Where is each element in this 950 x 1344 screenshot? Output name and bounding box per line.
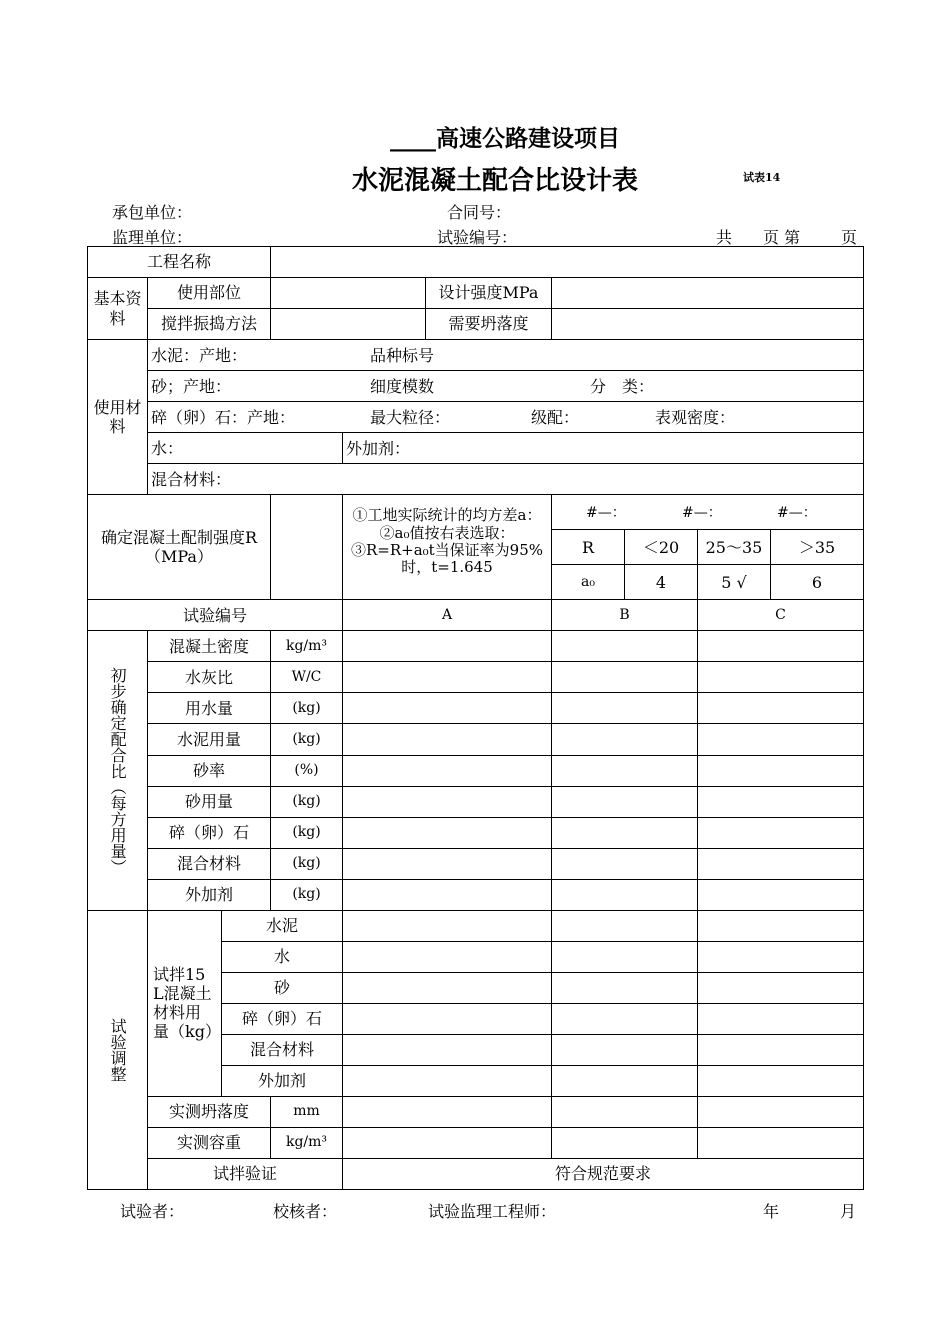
- cement-row[interactable]: [148, 340, 864, 371]
- adjust-cell-b[interactable]: [552, 1034, 698, 1065]
- mixed-material-label: 混合材料：: [148, 464, 864, 495]
- test-no-header: 试验编号: [88, 600, 343, 631]
- prelim-cell-c[interactable]: [698, 755, 864, 786]
- supervisor-engineer-label: 试验监理工程师：: [428, 1202, 557, 1221]
- strength-label: 确定混凝土配制强度R（MPa）: [88, 495, 271, 600]
- unit-weight-cell-a[interactable]: [343, 1127, 552, 1158]
- r-label: R: [552, 530, 625, 565]
- prelim-cell-a[interactable]: [343, 848, 552, 879]
- sand-row[interactable]: [148, 371, 864, 402]
- prelim-cell-a[interactable]: [343, 786, 552, 817]
- column-a-header: A: [343, 600, 552, 631]
- mixing-method-label: 搅拌振捣方法: [148, 309, 271, 340]
- admixture-label: 外加剂：: [343, 433, 864, 464]
- slump-cell-a[interactable]: [343, 1096, 552, 1127]
- prelim-row-unit: (kg): [271, 817, 343, 848]
- prelim-row-unit: (kg): [271, 848, 343, 879]
- grading-label: 级配：: [531, 408, 580, 428]
- prelim-cell-b[interactable]: [552, 724, 698, 755]
- adjust-cell-b[interactable]: [552, 972, 698, 1003]
- usage-part-value[interactable]: [271, 278, 426, 309]
- batch-material-name: 水泥: [222, 910, 343, 941]
- a0-col-3: 6: [771, 565, 864, 600]
- batch-material-name: 碎（卵）石: [222, 1003, 343, 1034]
- adjust-cell-c[interactable]: [698, 972, 864, 1003]
- batch-material-name: 砂: [222, 972, 343, 1003]
- adjust-cell-c[interactable]: [698, 1003, 864, 1034]
- batch-label: 试拌15 L混凝土材料用量（kg）: [148, 910, 222, 1096]
- verify-result: 符合规范要求: [343, 1158, 864, 1189]
- prelim-cell-c[interactable]: [698, 848, 864, 879]
- a0-col-2: 5 √: [698, 565, 771, 600]
- strength-note: ①工地实际统计的均方差a：②a₀值按右表选取：③R=R+a₀t当保证率为95%时，t=1.645: [343, 495, 552, 600]
- page-mid-label: 页 第: [763, 228, 801, 247]
- slump-measured-label: 实测坍落度: [148, 1096, 271, 1127]
- adjust-cell-b[interactable]: [552, 941, 698, 972]
- prelim-cell-b[interactable]: [552, 755, 698, 786]
- month-label: 月: [840, 1202, 857, 1221]
- prelim-row-name: 外加剂: [148, 879, 271, 910]
- prelim-cell-a[interactable]: [343, 662, 552, 693]
- slump-required-value[interactable]: [552, 309, 864, 340]
- adjust-cell-a[interactable]: [343, 1065, 552, 1096]
- prelim-row-name: 砂用量: [148, 786, 271, 817]
- contractor-label: 承包单位：: [112, 203, 193, 222]
- batch-material-name: 外加剂: [222, 1065, 343, 1096]
- prelim-cell-c[interactable]: [698, 817, 864, 848]
- prelim-cell-b[interactable]: [552, 631, 698, 662]
- prelim-row-unit: (kg): [271, 786, 343, 817]
- adjust-cell-b[interactable]: [552, 1003, 698, 1034]
- design-strength-value[interactable]: [552, 278, 864, 309]
- prelim-row-unit: kg/m³: [271, 631, 343, 662]
- slump-measured-unit: mm: [271, 1096, 343, 1127]
- adjust-cell-c[interactable]: [698, 1034, 864, 1065]
- adjust-cell-a[interactable]: [343, 1003, 552, 1034]
- prelim-cell-c[interactable]: [698, 786, 864, 817]
- prelim-row-name: 混凝土密度: [148, 631, 271, 662]
- slump-cell-c[interactable]: [698, 1096, 864, 1127]
- adjust-cell-a[interactable]: [343, 972, 552, 1003]
- adjust-cell-c[interactable]: [698, 1065, 864, 1096]
- prelim-cell-a[interactable]: [343, 631, 552, 662]
- mix-design-table: [87, 246, 864, 1190]
- adjust-cell-a[interactable]: [343, 910, 552, 941]
- fineness-label: 细度模数: [370, 377, 435, 397]
- adjust-cell-c[interactable]: [698, 941, 864, 972]
- prelim-row-unit: W/C: [271, 662, 343, 693]
- prelim-row-name: 混合材料: [148, 848, 271, 879]
- prelim-cell-b[interactable]: [552, 662, 698, 693]
- prelim-cell-c[interactable]: [698, 631, 864, 662]
- unit-weight-cell-b[interactable]: [552, 1127, 698, 1158]
- batch-material-name: 水: [222, 941, 343, 972]
- materials-label: 使用材料: [88, 340, 148, 495]
- mixing-method-value[interactable]: [271, 309, 426, 340]
- form-title: 水泥混凝土配合比设计表: [351, 166, 638, 196]
- supervisor-unit-label: 监理单位：: [112, 228, 193, 247]
- prelim-cell-c[interactable]: [698, 724, 864, 755]
- prelim-row-name: 水泥用量: [148, 724, 271, 755]
- verify-label: 试拌验证: [148, 1158, 343, 1189]
- prelim-cell-b[interactable]: [552, 879, 698, 910]
- prelim-cell-b[interactable]: [552, 817, 698, 848]
- r-col-1: ＜20: [625, 530, 698, 565]
- contract-no-label: 合同号：: [447, 203, 512, 222]
- project-title: ____高速公路建设项目: [390, 126, 620, 152]
- prelim-row-name: 碎（卵）石: [148, 817, 271, 848]
- prelim-row-unit: (kg): [271, 879, 343, 910]
- basic-info-label: 基本资料: [88, 278, 148, 340]
- preliminary-label: 初步确定配合比（每方用量）: [88, 631, 148, 910]
- prelim-cell-a[interactable]: [343, 755, 552, 786]
- tester-label: 试验者：: [120, 1202, 185, 1221]
- column-b-header: B: [552, 600, 698, 631]
- adjust-label: 试验调整: [88, 910, 148, 1189]
- prelim-row-name: 砂率: [148, 755, 271, 786]
- r-col-3: ＞35: [771, 530, 864, 565]
- a0-col-1: 4: [625, 565, 698, 600]
- unit-weight-unit: kg/m³: [271, 1127, 343, 1158]
- prelim-cell-c[interactable]: [698, 662, 864, 693]
- unit-weight-cell-c[interactable]: [698, 1127, 864, 1158]
- adjust-cell-c[interactable]: [698, 910, 864, 941]
- unit-weight-label: 实测容重: [148, 1127, 271, 1158]
- checker-label: 校核者：: [273, 1202, 338, 1221]
- prelim-row-unit: (%): [271, 755, 343, 786]
- a0-label: a₀: [552, 565, 625, 600]
- year-label: 年: [763, 1202, 780, 1221]
- slump-required-label: 需要坍落度: [426, 309, 552, 340]
- test-no-label: 试验编号：: [437, 228, 518, 247]
- slump-cell-b[interactable]: [552, 1096, 698, 1127]
- density-label: 表观密度：: [655, 408, 736, 428]
- adjust-cell-b[interactable]: [552, 910, 698, 941]
- prelim-cell-a[interactable]: [343, 724, 552, 755]
- usage-part-label: 使用部位: [148, 278, 271, 309]
- project-name-label: 工程名称: [88, 247, 271, 278]
- sand-origin-label: 砂；产地：: [151, 376, 232, 396]
- prelim-cell-c[interactable]: [698, 693, 864, 724]
- adjust-cell-a[interactable]: [343, 941, 552, 972]
- cement-origin-label: 水泥：产地：: [151, 345, 248, 365]
- prelim-cell-a[interactable]: [343, 693, 552, 724]
- page-total-label: 共: [716, 228, 733, 247]
- hash-2: #—：: [682, 505, 722, 522]
- column-c-header: C: [698, 600, 864, 631]
- prelim-cell-b[interactable]: [552, 786, 698, 817]
- prelim-cell-a[interactable]: [343, 817, 552, 848]
- form-number: 试表14: [743, 171, 781, 184]
- prelim-row-unit: (kg): [271, 693, 343, 724]
- hash-1: #—：: [586, 505, 626, 522]
- strength-value[interactable]: [271, 495, 343, 600]
- page-end-label: 页: [841, 228, 858, 247]
- prelim-cell-a[interactable]: [343, 879, 552, 910]
- adjust-cell-b[interactable]: [552, 1065, 698, 1096]
- prelim-row-unit: (kg): [271, 724, 343, 755]
- water-label: 水：: [148, 433, 343, 464]
- r-col-2: 25～35: [698, 530, 771, 565]
- max-size-label: 最大粒径：: [370, 408, 451, 428]
- cement-grade-label: 品种标号: [370, 346, 435, 366]
- gravel-origin-label: 碎（卵）石：产地：: [151, 407, 296, 427]
- batch-material-name: 混合材料: [222, 1034, 343, 1065]
- prelim-cell-b[interactable]: [552, 693, 698, 724]
- hash-row: [552, 495, 864, 530]
- project-name-value[interactable]: [271, 247, 864, 278]
- prelim-cell-b[interactable]: [552, 848, 698, 879]
- prelim-row-name: 水灰比: [148, 662, 271, 693]
- classification-label: 分 类：: [590, 377, 655, 397]
- design-strength-label: 设计强度MPa: [426, 278, 552, 309]
- prelim-row-name: 用水量: [148, 693, 271, 724]
- gravel-row[interactable]: [148, 402, 864, 433]
- hash-3: #—：: [777, 505, 817, 522]
- adjust-cell-a[interactable]: [343, 1034, 552, 1065]
- prelim-cell-c[interactable]: [698, 879, 864, 910]
